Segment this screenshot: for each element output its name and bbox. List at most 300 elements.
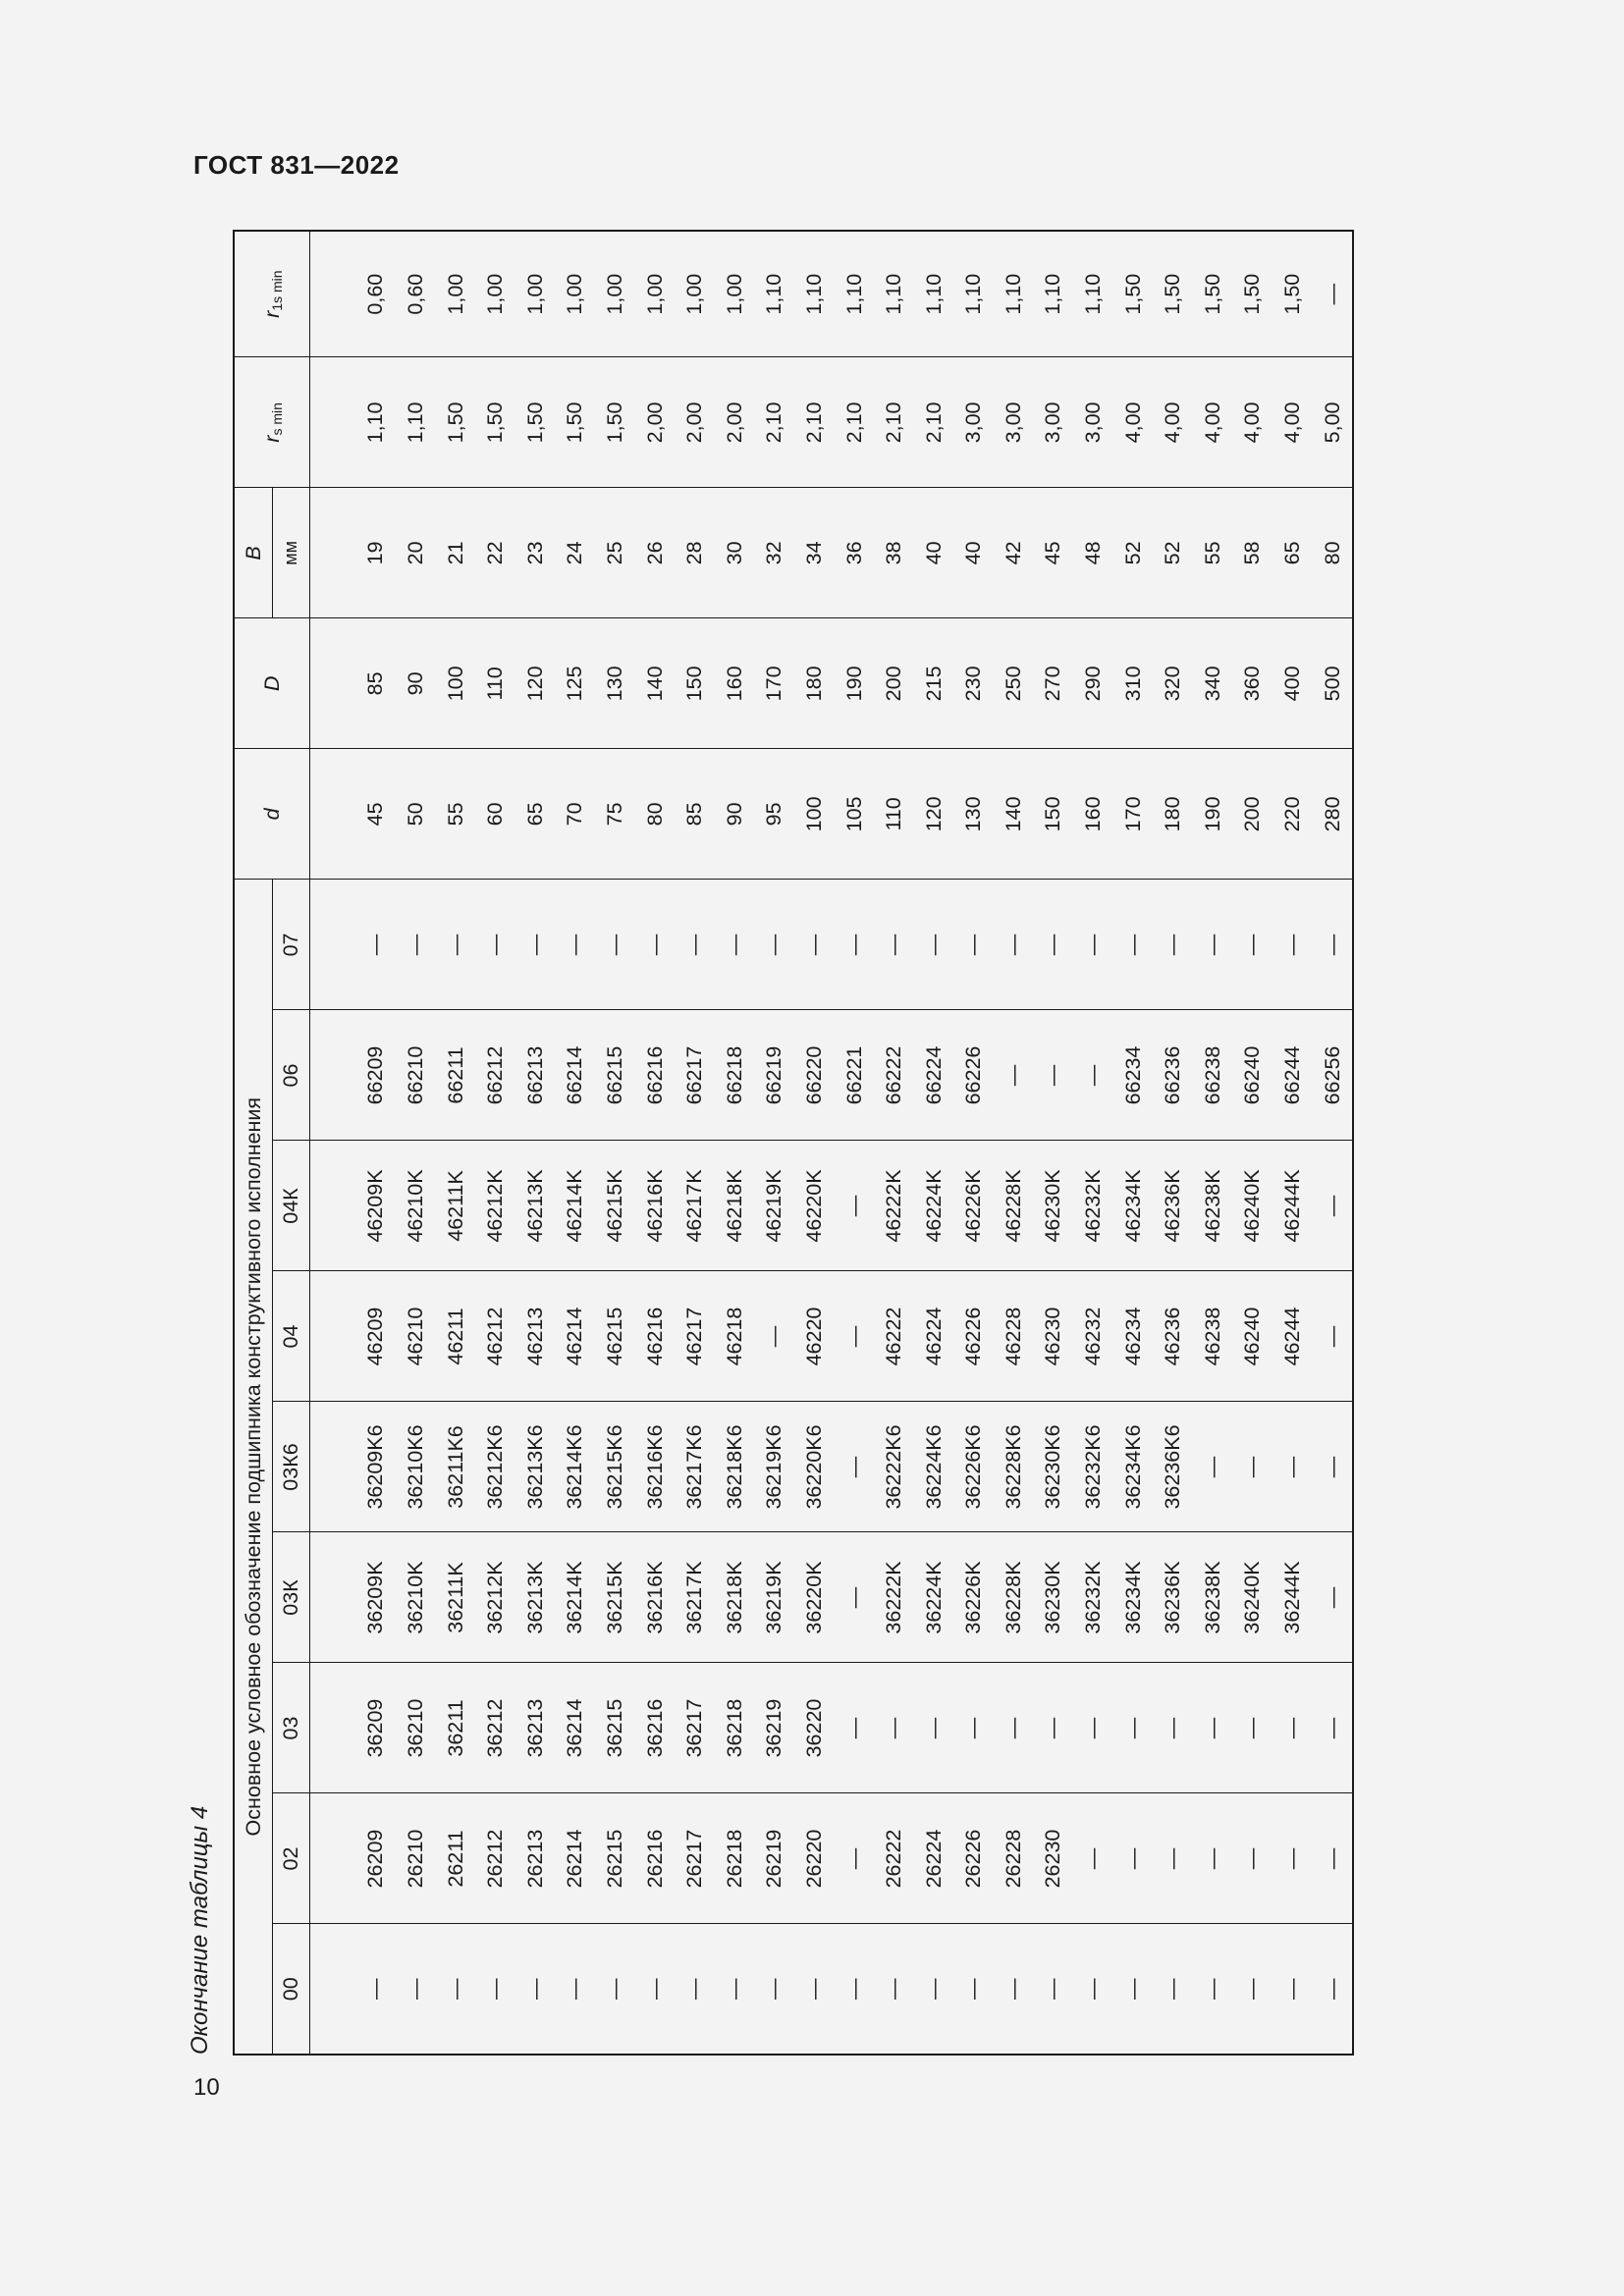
table-cell: — [1153, 1793, 1193, 1924]
bearing-table [233, 230, 1354, 2056]
table-row [475, 231, 515, 2055]
table-cell: 46232 [1073, 1271, 1113, 1402]
table-cell: 90 [396, 618, 436, 749]
table-cell: — [1073, 1793, 1113, 1924]
table-cell: 320 [1153, 618, 1193, 749]
table-cell: — [351, 880, 397, 1010]
table-cell: 1,10 [396, 357, 436, 488]
table-cell: — [1313, 231, 1354, 357]
table-cell: 66217 [675, 1010, 715, 1141]
table-cell: 36209 [351, 1663, 397, 1793]
table-cell: 36230K [1034, 1532, 1074, 1663]
table-cell: 26230 [1034, 1793, 1074, 1924]
table-cell: 65 [1272, 488, 1313, 618]
table-cell: 36214K [556, 1532, 596, 1663]
header-rs-sub: s min [268, 402, 285, 436]
table-row [1233, 231, 1273, 2055]
table-cell: — [835, 880, 875, 1010]
table-cell: 180 [794, 618, 835, 749]
table-cell: — [1193, 1793, 1233, 1924]
table-cell: 150 [1034, 749, 1074, 880]
table-cell: 26222 [874, 1793, 914, 1924]
table-cell: — [556, 880, 596, 1010]
header-variant-00: 00 [273, 1924, 310, 2055]
table-row [755, 231, 795, 2055]
table-cell: 1,00 [475, 231, 515, 357]
table-cell: 46210 [396, 1271, 436, 1402]
table-cell: 36212K [475, 1532, 515, 1663]
table-cell: — [1313, 1402, 1354, 1532]
table-cell: — [1034, 1010, 1074, 1141]
table-cell: 3,00 [954, 357, 995, 488]
table-cell: 220 [1272, 749, 1313, 880]
table-cell: 215 [914, 618, 954, 749]
table-cell: 58 [1233, 488, 1273, 618]
table-cell: 1,00 [436, 231, 476, 357]
table-cell: 66221 [835, 1010, 875, 1141]
table-cell: 46236 [1153, 1271, 1193, 1402]
header-rs-symbol: r [259, 435, 284, 443]
table-cell: 1,50 [595, 357, 635, 488]
table-cell: 36234K [1113, 1532, 1154, 1663]
table-cell: 46224K [914, 1141, 954, 1271]
table-cell: 26211 [436, 1793, 476, 1924]
table-cell: 2,00 [675, 357, 715, 488]
table-cell: 1,10 [351, 357, 397, 488]
table-row [396, 231, 436, 2055]
table-cell: 30 [715, 488, 755, 618]
table-cell: 26210 [396, 1793, 436, 1924]
table-cell: 270 [1034, 618, 1074, 749]
table-cell: 36212K6 [475, 1402, 515, 1532]
table-cell: 36215K [595, 1532, 635, 1663]
table-cell: — [954, 1663, 995, 1793]
rotated-table-container [233, 232, 1344, 2056]
table-cell: 46238K [1193, 1141, 1233, 1271]
table-cell: 36219 [755, 1663, 795, 1793]
table-cell: 4,00 [1113, 357, 1154, 488]
table-cell: 36228K6 [994, 1402, 1034, 1532]
table-cell: 1,50 [515, 357, 556, 488]
table-cell: 85 [351, 618, 397, 749]
table-cell: — [396, 880, 436, 1010]
table-cell: 1,10 [1034, 231, 1074, 357]
table-cell: 66236 [1153, 1010, 1193, 1141]
table-cell: 70 [556, 749, 596, 880]
table-cell: — [1113, 1793, 1154, 1924]
table-cell: 42 [994, 488, 1034, 618]
table-cell: — [1272, 1793, 1313, 1924]
table-cell: 55 [436, 749, 476, 880]
table-cell: 1,00 [515, 231, 556, 357]
table-row [914, 231, 954, 2055]
table-cell: 105 [835, 749, 875, 880]
table-cell: 1,50 [556, 357, 596, 488]
table-row [874, 231, 914, 2055]
table-cell: 46240 [1233, 1271, 1273, 1402]
table-cell: 46220K [794, 1141, 835, 1271]
table-cell: 1,50 [1272, 231, 1313, 357]
table-cell: 26214 [556, 1793, 596, 1924]
table-cell: 2,10 [835, 357, 875, 488]
header-separator [310, 231, 351, 2055]
table-cell: — [835, 1924, 875, 2055]
table-cell: 1,00 [675, 231, 715, 357]
table-cell: — [994, 880, 1034, 1010]
table-cell: 66219 [755, 1010, 795, 1141]
table-cell: 250 [994, 618, 1034, 749]
table-cell: 1,50 [1153, 231, 1193, 357]
table-cell: 36234K6 [1113, 1402, 1154, 1532]
table-cell: 36236K6 [1153, 1402, 1193, 1532]
table-cell: 26212 [475, 1793, 515, 1924]
table-cell: 32 [755, 488, 795, 618]
table-cell: 46212K [475, 1141, 515, 1271]
table-cell: — [1113, 1663, 1154, 1793]
table-cell: 36222K6 [874, 1402, 914, 1532]
table-cell: 36212 [475, 1663, 515, 1793]
table-cell: — [436, 1924, 476, 2055]
table-cell: 36236K [1153, 1532, 1193, 1663]
table-cell: 1,10 [835, 231, 875, 357]
table-cell: 40 [954, 488, 995, 618]
table-cell: 66214 [556, 1010, 596, 1141]
table-cell: — [1233, 880, 1273, 1010]
table-cell: 36217 [675, 1663, 715, 1793]
table-cell: 46219K [755, 1141, 795, 1271]
table-cell: 5,00 [1313, 357, 1354, 488]
table-cell: 3,00 [1034, 357, 1074, 488]
table-cell: 45 [351, 749, 397, 880]
table-cell: 46244 [1272, 1271, 1313, 1402]
table-cell: — [1073, 1010, 1113, 1141]
table-cell: 100 [794, 749, 835, 880]
table-cell: — [914, 1924, 954, 2055]
header-d: d [234, 749, 310, 880]
table-cell: 36222K [874, 1532, 914, 1663]
table-row [351, 231, 397, 2055]
table-cell: 80 [635, 749, 676, 880]
table-cell: 46216 [635, 1271, 676, 1402]
table-cell: 310 [1113, 618, 1154, 749]
table-cell: 340 [1193, 618, 1233, 749]
table-cell: — [1153, 880, 1193, 1010]
table-cell: 46234K [1113, 1141, 1154, 1271]
table-cell: 66226 [954, 1010, 995, 1141]
table-cell: 36232K [1073, 1532, 1113, 1663]
table-cell: 2,10 [914, 357, 954, 488]
table-cell: 100 [436, 618, 476, 749]
table-cell: 26 [635, 488, 676, 618]
table-cell: 46212 [475, 1271, 515, 1402]
table-cell: — [475, 880, 515, 1010]
table-cell: 200 [1233, 749, 1273, 880]
table-cell: 0,60 [396, 231, 436, 357]
table-cell: 36226K6 [954, 1402, 995, 1532]
header-unit: мм [273, 488, 310, 618]
table-cell: 110 [874, 749, 914, 880]
table-cell: — [835, 1532, 875, 1663]
table-cell: 36232K6 [1073, 1402, 1113, 1532]
table-cell: 26216 [635, 1793, 676, 1924]
table-cell: — [994, 1010, 1034, 1141]
table-cell: 46224 [914, 1271, 954, 1402]
table-cell: 1,10 [794, 231, 835, 357]
table-cell: 52 [1153, 488, 1193, 618]
table-cell: — [794, 1924, 835, 2055]
table-cell: 26219 [755, 1793, 795, 1924]
table-cell: 1,50 [1233, 231, 1273, 357]
table-cell: 4,00 [1153, 357, 1193, 488]
table-cell: — [1113, 1924, 1154, 2055]
table-cell: 23 [515, 488, 556, 618]
table-cell: 125 [556, 618, 596, 749]
table-cell: 66220 [794, 1010, 835, 1141]
table-cell: 20 [396, 488, 436, 618]
table-cell: 1,10 [994, 231, 1034, 357]
table-cell: 140 [994, 749, 1034, 880]
table-cell: 95 [755, 749, 795, 880]
table-cell: — [1153, 1924, 1193, 2055]
table-cell: — [1193, 880, 1233, 1010]
table-cell: 66218 [715, 1010, 755, 1141]
table-cell: 66215 [595, 1010, 635, 1141]
table-cell: 1,10 [914, 231, 954, 357]
table-cell: 66234 [1113, 1010, 1154, 1141]
table-cell: 36244K [1272, 1532, 1313, 1663]
table-cell: — [835, 1793, 875, 1924]
table-cell: — [1313, 880, 1354, 1010]
table-cell: 36224K [914, 1532, 954, 1663]
table-cell: — [1233, 1402, 1273, 1532]
table-row [1113, 231, 1154, 2055]
table-cell: 66222 [874, 1010, 914, 1141]
table-cell: 46226 [954, 1271, 995, 1402]
table-cell: — [635, 880, 676, 1010]
table-cell: 46214 [556, 1271, 596, 1402]
table-cell: — [1034, 1924, 1074, 2055]
table-cell: 36217K6 [675, 1402, 715, 1532]
table-cell: 66224 [914, 1010, 954, 1141]
table-cell: 38 [874, 488, 914, 618]
table-row [515, 231, 556, 2055]
table-cell: — [1313, 1532, 1354, 1663]
table-cell: 52 [1113, 488, 1154, 618]
table-cell: 46240K [1233, 1141, 1273, 1271]
table-cell: 46217K [675, 1141, 715, 1271]
table-cell: 2,00 [715, 357, 755, 488]
table-cell: 60 [475, 749, 515, 880]
table-row [954, 231, 995, 2055]
table-row [675, 231, 715, 2055]
table-cell: 36213K6 [515, 1402, 556, 1532]
table-cell: — [954, 1924, 995, 2055]
table-cell: 66244 [1272, 1010, 1313, 1141]
table-cell: 1,00 [556, 231, 596, 357]
table-cell: 36219K6 [755, 1402, 795, 1532]
table-cell: 46215K [595, 1141, 635, 1271]
table-body [310, 231, 1354, 2055]
table-cell: 36219K [755, 1532, 795, 1663]
table-cell: 0,60 [351, 231, 397, 357]
table-cell: 46232K [1073, 1141, 1113, 1271]
table-cell: — [595, 880, 635, 1010]
table-row [835, 231, 875, 2055]
table-row [595, 231, 635, 2055]
table-cell: 160 [715, 618, 755, 749]
table-cell: 46226K [954, 1141, 995, 1271]
table-cell: — [1313, 1141, 1354, 1271]
table-cell: 36226K [954, 1532, 995, 1663]
table-cell: — [874, 1924, 914, 2055]
table-cell: 46236K [1153, 1141, 1193, 1271]
table-cell: 2,10 [794, 357, 835, 488]
table-cell: 36213 [515, 1663, 556, 1793]
table-row [556, 231, 596, 2055]
table-cell: 26217 [675, 1793, 715, 1924]
table-cell: 190 [1193, 749, 1233, 880]
table-cell: 36230K6 [1034, 1402, 1074, 1532]
table-cell: — [675, 1924, 715, 2055]
table-cell: 120 [914, 749, 954, 880]
table-cell: 34 [794, 488, 835, 618]
table-row [1034, 231, 1074, 2055]
table-cell: — [755, 1924, 795, 2055]
header-variant-02: 02 [273, 1793, 310, 1924]
table-cell: 150 [675, 618, 715, 749]
header-r1s [234, 231, 310, 357]
table-cell: — [1073, 1924, 1113, 2055]
table-cell: 26226 [954, 1793, 995, 1924]
table-cell: 46213 [515, 1271, 556, 1402]
table-cell: 130 [595, 618, 635, 749]
table-cell: 46234 [1113, 1271, 1154, 1402]
header-variant-03K6: 03К6 [273, 1402, 310, 1532]
table-cell: 3,00 [1073, 357, 1113, 488]
table-cell: 85 [675, 749, 715, 880]
table-cell: 19 [351, 488, 397, 618]
table-cell: 280 [1313, 749, 1354, 880]
table-cell: 36218K [715, 1532, 755, 1663]
table-cell: 130 [954, 749, 995, 880]
table-cell: 25 [595, 488, 635, 618]
table-cell: — [1034, 1663, 1074, 1793]
header-variant-04: 04 [273, 1271, 310, 1402]
table-cell: 24 [556, 488, 596, 618]
table-row [635, 231, 676, 2055]
table-cell: 66209 [351, 1010, 397, 1141]
table-cell: 160 [1073, 749, 1113, 880]
table-cell: — [515, 1924, 556, 2055]
table-cell: 290 [1073, 618, 1113, 749]
table-row [1193, 231, 1233, 2055]
table-cell: — [351, 1924, 397, 2055]
header-variant-04K: 04К [273, 1141, 310, 1271]
table-cell: 36214 [556, 1663, 596, 1793]
table-cell: 66213 [515, 1010, 556, 1141]
table-cell: — [1313, 1271, 1354, 1402]
table-cell: 46211 [436, 1271, 476, 1402]
group-header: Основное условное обозначение подшипника конструктивного исполнения [234, 880, 273, 2055]
page-number: 10 [193, 2074, 220, 2101]
table-cell: 66238 [1193, 1010, 1233, 1141]
table-cell: — [1193, 1924, 1233, 2055]
table-cell: 26220 [794, 1793, 835, 1924]
table-cell: — [914, 880, 954, 1010]
table-cell: 46218 [715, 1271, 755, 1402]
table-cell: 36209K [351, 1532, 397, 1663]
table-cell: 36211 [436, 1663, 476, 1793]
table-cell: 46210K [396, 1141, 436, 1271]
table-cell: 2,00 [635, 357, 676, 488]
table-cell: — [1193, 1402, 1233, 1532]
table-cell: 36215 [595, 1663, 635, 1793]
table-cell: — [556, 1924, 596, 2055]
table-cell: 36217K [675, 1532, 715, 1663]
table-cell: 36240K [1233, 1532, 1273, 1663]
table-cell: 36216 [635, 1663, 676, 1793]
table-cell: 140 [635, 618, 676, 749]
table-cell: 36211K6 [436, 1402, 476, 1532]
table-cell: 170 [1113, 749, 1154, 880]
table-cell: 90 [715, 749, 755, 880]
table-cell: — [1073, 880, 1113, 1010]
table-cell: 66211 [436, 1010, 476, 1141]
table-cell: — [1313, 1924, 1354, 2055]
table-cell: 46216K [635, 1141, 676, 1271]
table-row [715, 231, 755, 2055]
table-cell: 1,00 [595, 231, 635, 357]
header-variant-03K: 03К [273, 1532, 310, 1663]
header-rs [234, 357, 310, 488]
table-cell: 1,50 [436, 357, 476, 488]
table-cell: — [994, 1924, 1034, 2055]
table-cell: 45 [1034, 488, 1074, 618]
table-cell: 120 [515, 618, 556, 749]
table-cell: 36210 [396, 1663, 436, 1793]
table-cell: 36216K [635, 1532, 676, 1663]
table-cell: 36220K [794, 1532, 835, 1663]
table-cell: 66212 [475, 1010, 515, 1141]
table-cell: 36220 [794, 1663, 835, 1793]
table-cell: 500 [1313, 618, 1354, 749]
table-cell: — [1272, 1402, 1313, 1532]
table-cell: — [675, 880, 715, 1010]
header-r1s-sub: 1s min [268, 270, 285, 311]
table-cell: — [1313, 1793, 1354, 1924]
table-cell: 66216 [635, 1010, 676, 1141]
table-row [1153, 231, 1193, 2055]
header-r1s-symbol: r [259, 310, 284, 318]
header-row-group [234, 231, 273, 2055]
table-cell: 46222K [874, 1141, 914, 1271]
table-cell: 36210K [396, 1532, 436, 1663]
table-cell: 180 [1153, 749, 1193, 880]
table-cell: 230 [954, 618, 995, 749]
table-row [436, 231, 476, 2055]
table-cell: — [1313, 1663, 1354, 1793]
header-row-variants [273, 231, 310, 2055]
table-cell: — [835, 1402, 875, 1532]
table-cell: 36218 [715, 1663, 755, 1793]
table-cell: — [1272, 880, 1313, 1010]
table-cell: 36224K6 [914, 1402, 954, 1532]
table-cell: 26215 [595, 1793, 635, 1924]
table-cell: 46228 [994, 1271, 1034, 1402]
table-cell: — [1272, 1663, 1313, 1793]
table-cell: 360 [1233, 618, 1273, 749]
table-cell: 4,00 [1233, 357, 1273, 488]
